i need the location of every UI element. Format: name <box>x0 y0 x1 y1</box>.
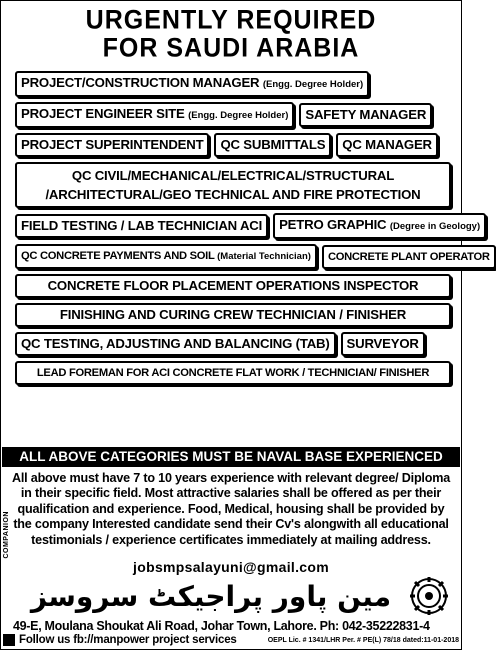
role-note: (Engg. Degree Holder) <box>188 110 289 121</box>
roles-row-3 <box>15 133 451 157</box>
role-project-construction-manager: PROJECT/CONSTRUCTION MANAGER (Engg. Degree Holder) <box>15 71 369 97</box>
roles-row-4 <box>15 162 451 208</box>
role-safety-manager: SAFETY MANAGER <box>299 103 432 127</box>
roles-row-6 <box>15 244 490 269</box>
facebook-icon <box>3 634 15 646</box>
role-qc-testing: QC TESTING, ADJUSTING AND BALANCING (TAB) <box>15 332 336 356</box>
side-tag: COMPANION <box>3 511 10 559</box>
urdu-company-name: مین پاور پراجیکٹ سروسز <box>30 580 392 613</box>
roles-row-8 <box>15 303 451 327</box>
role-field-testing: FIELD TESTING / LAB TECHNICIAN ACI <box>15 214 268 238</box>
requirements-paragraph: All above must have 7 to 10 years experience with relevant degree/ Diploma in their specific field. Most attractive salaries shall be offered as per their qualification and experience. Food, Medical, housing shall be provided by the company Interested candidate send their Cv's alongwith all educational testimonials / experience certificates immediately at mailing address. <box>11 471 451 547</box>
roles-row-7 <box>15 274 451 298</box>
role-surveyor: SURVEYOR <box>341 332 425 356</box>
contact-email[interactable]: jobsmpsalayuni@gmail.com <box>133 559 329 575</box>
urdu-company-name-logo <box>11 576 411 616</box>
roles-row-9 <box>15 332 451 356</box>
headline-line-2: FOR SAUDI ARABIA <box>102 32 360 64</box>
role-note: (Degree in Geology) <box>389 221 481 232</box>
roles-row-10 <box>15 361 451 385</box>
role-qc-concrete: QC CONCRETE PAYMENTS AND SOIL (Material Technician) <box>15 244 317 269</box>
role-petro-graphic: PETRO GRAPHIC (Degree in Geology) <box>273 213 486 239</box>
naval-base-banner: ALL ABOVE CATEGORIES MUST BE NAVAL BASE EXPERIENCED <box>2 447 460 467</box>
roles-row-2 <box>15 102 451 128</box>
role-lead-foreman: LEAD FOREMAN FOR ACI CONCRETE FLAT WORK / TECHNICIAN/ FINISHER <box>15 361 451 385</box>
role-qc-civil: QC CIVIL/MECHANICAL/ELECTRICAL/STRUCTURAL /ARCHITECTURAL/GEO TECHNICAL AND FIRE PROTECTION <box>15 162 451 208</box>
role-concrete-plant-operator: CONCRETE PLANT OPERATOR <box>322 245 496 269</box>
footer <box>3 633 459 647</box>
headline-line-1: URGENTLY REQUIRED <box>85 4 377 36</box>
role-project-engineer-site: PROJECT ENGINEER SITE (Engg. Degree Holder) <box>15 102 294 128</box>
facebook-link[interactable]: Follow us fb://manpower project services <box>19 634 237 646</box>
role-project-superintendent: PROJECT SUPERINTENDENT <box>15 133 209 157</box>
role-qc-submittals: QC SUBMITTALS <box>214 133 331 157</box>
office-address: 49-E, Moulana Shoukat Ali Road, Johar Town, Lahore. Ph: 042-35222831-4 <box>13 619 430 633</box>
roles-row-1 <box>15 71 451 97</box>
roles-row-5 <box>15 213 481 239</box>
role-finishing-curing: FINISHING AND CURING CREW TECHNICIAN / FINISHER <box>15 303 451 327</box>
job-roles-list <box>15 71 490 390</box>
license-info: OEPL Lic. # 1341/LHR Per. # PE(L) 78/18 dated:11-01-2018 <box>267 636 459 644</box>
role-concrete-floor: CONCRETE FLOOR PLACEMENT OPERATIONS INSPECTOR <box>15 274 451 298</box>
company-emblem-icon <box>409 576 449 616</box>
role-note: (Engg. Degree Holder) <box>262 79 364 90</box>
role-qc-manager: QC MANAGER <box>336 133 438 157</box>
role-note: (Material Technician) <box>217 251 311 262</box>
